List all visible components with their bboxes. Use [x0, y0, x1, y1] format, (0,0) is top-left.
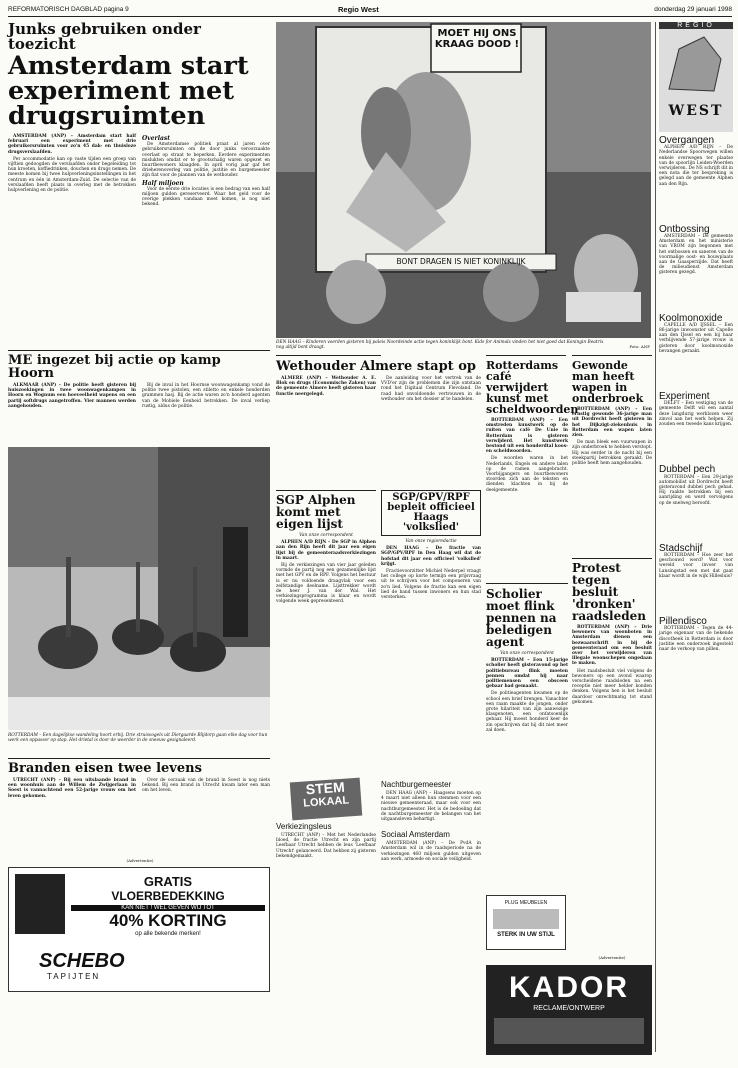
hoorn-article [8, 354, 270, 444]
nacht-article [381, 780, 481, 1050]
header-section: Regio West [338, 5, 379, 14]
sidebar-divider [655, 22, 656, 1052]
lead-intro: AMSTERDAM (ANP) – Amsterdam start half februari een experiment met drie gebruikersruimten voor zo'n 45 dak- en thuisloze drugsverslaafden. [8, 134, 136, 155]
branden-headline: Branden eisen twee levens [8, 761, 202, 776]
scholier-article [486, 588, 568, 888]
rule [572, 558, 652, 559]
rule [8, 758, 270, 759]
ad-schebo: SCHEBO [39, 950, 125, 972]
brief-item: Dubbel pech ROTTERDAM – Een 29-jarige automobilist uit Dordrecht heeft gisteravond dubbel pech gehad. Hij raakte betrokken bij een aanrijding en werd vervolgens op de snelweg beroofd. [659, 464, 733, 506]
ostrich-caption: ROTTERDAM – Een dagelijkse wandeling hoort erbij. Drie struisvogels uit Diergaarde Blijdorp gaan elke dag voor hun werk een oppasser op stap. Het drietal is door de weerder in de sneeuw gesignaleerd. [8, 733, 268, 743]
scheld-body: De woorden waren in het Nederlands, Engels en andere talen op de ramen aangebracht. Voorbijgangers en buurtbewoners stoorden zich aan de teksten en dienden klachten in bij de deelgemeente. [486, 456, 568, 493]
plug-ad[interactable] [486, 895, 566, 950]
plug-ad-image [493, 909, 559, 929]
scheld-headline: Rotterdams café verwijdert kunst met scheldwoorden [486, 359, 579, 416]
stem-lokaal-article [276, 780, 376, 1050]
lead-body-2: De Amsterdamse politiek praat al jaren over gebruikersruimten om de door junks veroorzaakte overlast op straat te beperken. Eerdere experimenten mislukten omdat er te grootschalig waren opgezet en buurtbewoners klaagden. In april vorig jaar gaf het drieherenoverleg van politie, justitie en burgemeester zijn fiat voor de plannen van de wethouder. [142, 142, 270, 179]
hoorn-body: ALKMAAR (ANP) – De politie heeft gisteren bij huiszoekingen in twee woonwagenkampen in Hoorn en Wognum een hoeveelheid wapens en een partij softdrugs aangetroffen. Vier mannen werden aangehouden. Bij de inval in het Hoornse woonwagenkamp vond de politie twee pistolen, een stiletto en enkele honderden grammen hasj. Bij de actie waren zo'n honderd agenten van de Mobiele Eenheid betrokken. De inval verliep rustig, aldus de politie. [8, 383, 270, 409]
ad-korting: 40% KORTING [109, 911, 227, 930]
header-date: donderdag 29 januari 1998 [654, 6, 732, 13]
brief-item: Experiment DELFT – Een vestiging van de gemeente Delft wil een aantal deze langdurig werklozen weer zinvol aan het werk helpen. Zij zouden een tweede kans krijgen. [659, 391, 733, 428]
schebo-ad[interactable] [8, 867, 270, 992]
regio-logo [659, 22, 733, 132]
top-photo-credit: Foto: ANP [629, 344, 650, 349]
kador-ad[interactable] [486, 965, 652, 1055]
sgp-body: Bij de verkiezingen van vier jaar geleden vormde de partij nog een gezamenlijke lijst met het GPV en de RPF. Volgens het bestuur is er nu voldoende draagvlak voor een zelfstandige deelname. Lijsttrekker wordt de heer J. van der Wal. Het verkiezingsprogramma is klaar en wordt volgende week gepresenteerd. [276, 563, 376, 605]
almere-headline: Wethouder Almere stapt op [276, 359, 476, 374]
sgp-headline: SGP Alphen komt met eigen lijst [276, 493, 356, 531]
top-photo [276, 22, 651, 338]
rule [486, 355, 566, 356]
protest-headline: Protest tegen besluit 'dronken' raadsleden [572, 561, 646, 623]
almere-body: ALMERE (ANP) – Wethouder A. E. Blok en drugs (Economische Zaken) van de gemeente Almere heeft gisteren haar functie neergelegd. De aanleiding voor het vertrek van de VVD'er zijn de problemen die zijn ontstaan rond het Digitaal Centrum Flevoland. De raad had onvoldoende vertrouwen in de wethouder om het dossier af te handelen. [276, 376, 481, 402]
volkslied-article [381, 490, 481, 768]
ad-graphic [15, 874, 65, 934]
top-photo-caption: DEN HAAG – Kinderen voerden gisteren bij paleis Noordeinde actie tegen koninklijk bont. Kids for Animals vinden het niet goed dat Koningin Beatrix nog altijd bont draagt. [276, 340, 604, 350]
ad-gratis: GRATIS [143, 874, 193, 889]
lead-sub-overlast: Overlast [142, 135, 171, 142]
lead-kicker: Junks gebruiken onder toezicht [8, 20, 201, 53]
page-header [8, 5, 732, 17]
volkslied-box [381, 490, 481, 536]
ad-label-2: (Advertentie) [598, 955, 626, 960]
sociaal-body: AMSTERDAM (ANP) – De PvdA in Amsterdam wil in de raadsperiode na de verkiezingen 460 miljoen gulden uitgeven aan werk, armoede en sociale veiligheid. [381, 841, 481, 862]
hoorn-headline: ME ingezet bij actie op kamp Hoorn [8, 353, 221, 381]
gewonde-body: De man bleek een vuurwapen in zijn onderbroek te hebben verstopt. Hij was eerder in de nacht bij een steekpartij betrokken geraakt. De politie heeft hem aangehouden. [572, 440, 652, 467]
lead-body-3: Voor de eerste drie locaties is een bedrag van een half miljoen gulden gereserveerd. Waar het geld voor de overige plekken vandaan moet komen, is nog niet bekend. [142, 186, 270, 208]
sociaal-sub: Sociaal Amsterdam [381, 830, 450, 840]
ad-kan: KAN NIET ! WEL GEVEN WIJ TOT [71, 905, 265, 911]
ad-vloer: VLOERBEDEKKING [111, 889, 225, 903]
sgp-lead: ALPHEN A/D RIJN – De SGP in Alphen aan den Rijn heeft dit jaar een eigen lijst bij de gemeenteraadsverkiezingen in maart. [276, 540, 376, 561]
stem-lokaal-logo: STEM LOKAAL [290, 778, 362, 821]
brief-item: Koolmonoxide CAPELLE A/D IJSSEL – Een 86-jarige inwoonster uit Capelle aan den IJssel en een bij haar verblijvende 57-jarige vrouw is gisteren door koolmonoxide bevangen geraakt. [659, 312, 733, 354]
almere-article [276, 360, 481, 480]
rule [8, 350, 270, 351]
gewonde-headline: Gewonde man heeft wapen in onderbroek [572, 359, 644, 405]
rule [276, 355, 381, 356]
kador-image [494, 1018, 644, 1044]
protest-body: Het raadsbesluit viel volgens de bewoners op een avond waarop verscheidene raadsleden na een receptie niet meer helder konden denken. Volgens hen is het besluit daardoor onrechtmatig tot stand gekomen. [572, 668, 652, 705]
branden-article [8, 762, 270, 852]
volkslied-body: Fractievoorzitter Michiel Nederpel vraagt het college op korte termijn een prijsvraag uit te schrijven voor het componeren van zo'n lied. Volgens de fractie kan een eigen lied de band tussen inwoners en hun stad versterken. [381, 569, 481, 601]
scholier-body: De politieagenten kwamen op de school een brief brengen. Vanachter een raam maakte de jongen, onder grote hilariteit van zijn aanwezige klasgenoten, een onfatsoenlijk gebaar. Hij moest honderd keer de zin opschrijven dat hij dit niet meer zal doen. [486, 691, 568, 733]
regio-logo-west: WEST [668, 103, 724, 119]
scholier-lead: ROTTERDAM – Een 15-jarige scholier heeft gisteravond op het politiebureau flink moeten pennen omdat hij naar politiemensen een obsceen gebaar had gemaakt. [486, 658, 568, 690]
lead-article [8, 22, 270, 302]
rule [486, 583, 568, 584]
scheld-article [486, 359, 579, 580]
lead-body: Per accommodatie kan op vaste tijden een groep van vijftien gedoogden de verslaafden onder begeleiding tot hun kroeten, koffiedrinken, douchen en drugs nemen. De meeste komen bij twee hulpverleningsinstellingen in het centrum en één in Amsterdam-Zuid. De selectie van de verslaafden heeft plaats in overleg met de betrokken hulpverlening en de politie. [8, 156, 136, 194]
sidebar-briefs [659, 135, 733, 1053]
scholier-headline: Scholier moet flink pennen na beledigen agent [486, 587, 557, 649]
brief-item: Pillendisco ROTTERDAM – Tegen de 44-jarige eigenaar van de bekende discotheek in Rotterdam is door justitie een onderzoek ingesteld naar de verkoop van pillen. [659, 615, 733, 652]
volkslied-headline: SGP/GPV/RPF bepleit officieel Haags 'volkslied' [387, 492, 475, 533]
netherlands-map-icon [659, 29, 733, 99]
ad-label: (Advertentie) [126, 858, 154, 863]
gewonde-article [572, 360, 652, 550]
protest-photo-image [276, 22, 651, 338]
ostrich-photo [8, 447, 270, 730]
sgp-byline: Van onze correspondent [299, 533, 353, 538]
brief-item: Overgangen ALPHEN A/D RIJN – De Nederlandse Spoorwegen willen enkele overwegen ter plaatse van de spoorlijn Leiden-Woerden verwijderen. De NS schrijft dit in een nota die ter bespreking is gelegd aan de gemeente Alphen aan den Rijn. [659, 135, 733, 187]
lead-col-1 [8, 134, 136, 210]
nacht-sub: Nachtburgemeester [381, 780, 452, 789]
rule [276, 490, 376, 491]
protest-article [572, 562, 652, 802]
volkslied-lead: DEN HAAG – De fractie van SGP/GPV/RPF in Den Haag wil dat de hofstad dit jaar een officieel 'volkslied' krijgt. [381, 546, 481, 567]
nacht-body: DEN HAAG (ANP) – Haagsens moeten op 4 maart niet alleen hun stemmen voor een nieuwe gemeenteraad, maar ook voor een nachtburgemeester. Het is de bedoeling dat de nachtburgemeester de belangen van het uitgaansleven behartigt. [381, 791, 481, 823]
kador-sub: RECLAME/ONTWERP [533, 1005, 605, 1012]
stem-body: UTRECHT (ANP) – Met het Nederlandse bloed, de fractie Utrecht en zijn partij Leefbaar Utrecht hebben de leus 'Leefbaar Utrecht' gelanceerd. Dat hebben zij gisteren bekendgemaakt. [276, 833, 376, 859]
kador-logo: KADOR [509, 971, 629, 1004]
rule [572, 355, 652, 356]
brief-item: Stadschijf ROTTERDAM – Hoe zeer het geschouwd werd? Wat voor wereld voor invoer van Lansingstad een met dat gaat klaar wordt in de wijk Hillesluis? [659, 542, 733, 579]
regio-logo-label: REGIO [659, 22, 733, 29]
ostrich-photo-image [8, 447, 270, 730]
lead-headline: Amsterdam start experiment met drugsruimten [8, 51, 249, 131]
branden-body: UTRECHT (ANP) – Bij een uitslaande brand in een woonhuis aan de Willem de Zwijgerlaan in Soest is vannachtend een 52-jarige vrouw om het leven gekomen. Over de oorzaak van de brand in Soest is nog niets bekend. Bij een brand in Utrecht kwam later een man om het leven. [8, 778, 270, 799]
scheld-lead: ROTTERDAM (ANP) – Een omstreden kunstwerk op de ruiten van café De Unie in Rotterdam is gisteren verwijderd. Het kunstwerk bestond uit een honderdtal koos- en scheldwoorden. [486, 418, 568, 455]
scholier-byline: Van onze correspondent [500, 651, 554, 656]
brief-item: Ontbossing AMSTERDAM – De gemeente Amsterdam en het ministerie van VROM zijn begonnen met het ontbossen en saneren van de voormalige oost- en bouwplaats aan de Gaasperzijde. Dat heeft de milieudienst Amsterdam gisteren gezegd. [659, 223, 733, 276]
lead-sub-miljoen: Half miljoen [142, 179, 184, 187]
ad-tapijten: TAPIJTEN [47, 972, 101, 981]
protest-lead: ROTTERDAM (ANP) – Drie bewoners van woonboten in Amsterdam dienen een bezwaarschrift in bij de gemeenteraad om een besluit over het verwijderen van illegale woonschepen ongedaan te maken. [572, 625, 652, 667]
sign-text: MOET HIJ ONS KRAAG DOOD ! [434, 28, 520, 50]
header-paper-name: REFORMATORISCH DAGBLAD pagina 9 [8, 6, 129, 13]
sgp-article [276, 494, 376, 769]
lead-col-2 [142, 134, 270, 210]
stem-sub: Verkiezingsleus [276, 822, 332, 831]
banner-text: BONT DRAGEN IS NIET KONINKLIJK [396, 257, 526, 266]
plug-ad-slogan: STERK IN UW STIJL [497, 932, 555, 938]
plug-ad-name: PLUG MEUBELEN [504, 900, 548, 906]
gewonde-lead: ROTTERDAM (ANP) – Een ernstig gewonde 36-jarige man uit Dordrecht heeft gisteren in het Dijkzigt-ziekenhuis in Rotterdam een wapen laten zien. [572, 407, 652, 439]
volkslied-byline: Van onze regioredactie [405, 539, 457, 544]
ad-op: op alle bekende merken! [135, 931, 201, 937]
